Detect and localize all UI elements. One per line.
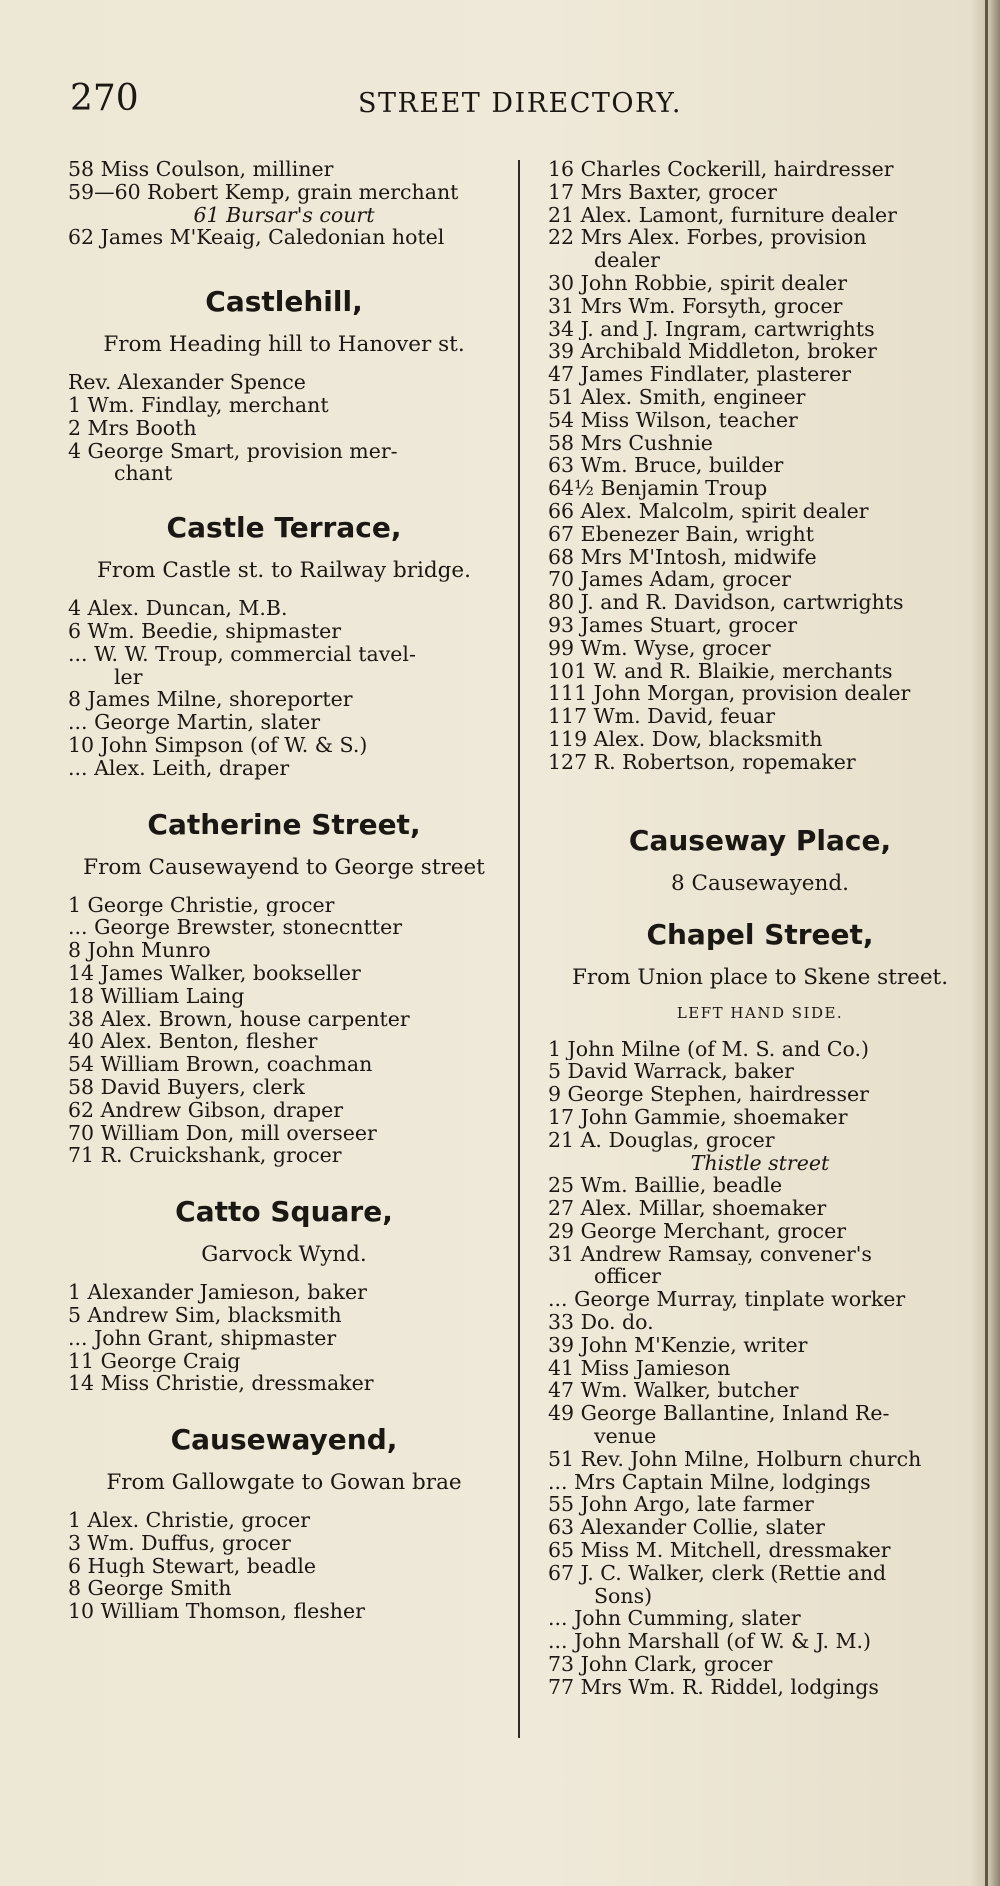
entry-line: 17 Mrs Baxter, grocer <box>548 180 777 204</box>
street-heading-catto-square: Catto Square, <box>175 1195 393 1229</box>
entry-line: 5 Andrew Sim, blacksmith <box>68 1303 342 1327</box>
entry-line: 51 Alex. Smith, engineer <box>548 385 806 409</box>
entry-line: ... Mrs Captain Milne, lodgings <box>548 1470 871 1494</box>
entry-line: 65 Miss M. Mitchell, dressmaker <box>548 1539 891 1562</box>
entry-line: 10 John Simpson (of W. & S.) <box>68 733 368 757</box>
court-note: 61 Bursar's court <box>193 203 375 227</box>
entry-line: 47 James Findlater, plasterer <box>548 363 852 386</box>
entry-continuation: chant <box>114 462 173 486</box>
entry-line: 31 Mrs Wm. Forsyth, grocer <box>548 294 843 318</box>
entry-line: 68 Mrs M'Intosh, midwife <box>548 545 817 569</box>
entry-line: 30 John Robbie, spirit dealer <box>548 271 848 295</box>
entry-line: 119 Alex. Dow, blacksmith <box>548 727 823 751</box>
entry-line: 8 John Munro <box>68 939 211 962</box>
entry-line: 9 George Stephen, hairdresser <box>548 1083 869 1106</box>
entry-line: 14 Miss Christie, dressmaker <box>68 1372 374 1396</box>
book-spine-edge <box>985 0 988 1886</box>
entry-line: 80 J. and R. Davidson, cartwrights <box>548 591 904 614</box>
entry-line: 54 William Brown, coachman <box>68 1053 373 1076</box>
entry-line: 6 Hugh Stewart, beadle <box>68 1554 317 1578</box>
entry-line: 1 Alexander Jamieson, baker <box>68 1281 367 1304</box>
entry-line: 62 James M'Keaig, Caledonian hotel <box>68 226 445 250</box>
entry-line: 111 John Morgan, provision dealer <box>548 682 911 706</box>
entry-line: 77 Mrs Wm. R. Riddel, lodgings <box>548 1675 879 1699</box>
street-heading-catherine: Catherine Street, <box>147 807 421 841</box>
entry-line: 117 Wm. David, feuar <box>548 705 776 728</box>
entry-line: 40 Alex. Benton, flesher <box>68 1030 318 1054</box>
entry-continuation: dealer <box>594 249 660 272</box>
entry-line: 3 Wm. Duffus, grocer <box>68 1531 291 1555</box>
entry-line: 64½ Benjamin Troup <box>548 477 768 500</box>
cross-street-note: Thistle street <box>690 1151 830 1175</box>
left-column <box>68 158 500 1623</box>
entry-line: 70 William Don, mill overseer <box>68 1121 377 1145</box>
street-description: From Castle st. to Railway bridge. <box>97 558 471 584</box>
entry-line: 10 William Thomson, flesher <box>68 1600 365 1624</box>
entry-line: 58 David Buyers, clerk <box>68 1075 305 1099</box>
entry-line: 101 W. and R. Blaikie, merchants <box>548 659 893 683</box>
entry-line: 4 Alex. Duncan, M.B. <box>68 597 288 620</box>
entry-line: 63 Alexander Collie, slater <box>548 1516 825 1540</box>
entry-line: 67 Ebenezer Bain, wright <box>548 522 814 546</box>
entry-line: 11 George Craig <box>68 1349 241 1373</box>
entry-line: ... John Marshall (of W. & J. M.) <box>548 1630 872 1654</box>
street-heading-causewayend: Causewayend, <box>170 1423 398 1457</box>
entry-line: 66 Alex. Malcolm, spirit dealer <box>548 499 869 523</box>
entry-line: 38 Alex. Brown, house carpenter <box>68 1007 410 1031</box>
entry-line: 16 Charles Cockerill, hairdresser <box>548 158 894 181</box>
entry-continuation: venue <box>594 1425 657 1448</box>
street-description: From Gallowgate to Gowan brae <box>106 1470 462 1496</box>
entry-line: ... George Murray, tinplate worker <box>548 1288 906 1312</box>
street-heading-castlehill: Castlehill, <box>205 285 363 319</box>
entry-line: ... John Cumming, slater <box>548 1607 801 1631</box>
entry-line: 39 John M'Kenzie, writer <box>548 1333 808 1357</box>
entry-line: 63 Wm. Bruce, builder <box>548 454 784 478</box>
entry-line: ... George Martin, slater <box>68 711 320 734</box>
entry-line: Rev. Alexander Spence <box>68 371 306 394</box>
entry-line: 59—60 Robert Kemp, grain merchant <box>68 180 459 204</box>
street-description: 8 Causewayend. <box>671 870 849 896</box>
entry-line: 62 Andrew Gibson, draper <box>68 1098 344 1122</box>
entry-line: 39 Archibald Middleton, broker <box>548 340 877 364</box>
entry-line: 8 James Milne, shoreporter <box>68 688 353 712</box>
entry-line: 33 Do. do. <box>548 1311 654 1334</box>
entry-line: 55 John Argo, late farmer <box>548 1493 814 1517</box>
entry-line: 127 R. Robertson, ropemaker <box>548 750 856 774</box>
entry-line: 49 George Ballantine, Inland Re- <box>548 1402 890 1426</box>
entry-line: 22 Mrs Alex. Forbes, provision <box>548 226 867 250</box>
entry-line: 58 Mrs Cushnie <box>548 431 713 455</box>
street-description: Garvock Wynd. <box>201 1242 367 1268</box>
entry-line: 8 George Smith <box>68 1577 232 1601</box>
entry-line: 21 Alex. Lamont, furniture dealer <box>548 203 897 227</box>
side-label: LEFT HAND SIDE. <box>676 1003 844 1022</box>
entry-line: 67 J. C. Walker, clerk (Rettie and <box>548 1561 887 1585</box>
street-description: From Heading hill to Hanover st. <box>103 332 465 358</box>
street-heading-causeway-place: Causeway Place, <box>628 823 892 857</box>
entry-line: 1 John Milne (of M. S. and Co.) <box>548 1037 870 1061</box>
street-description: From Union place to Skene street. <box>571 964 949 990</box>
entry-line: 99 Wm. Wyse, grocer <box>548 636 771 660</box>
entry-line: 5 David Warrack, baker <box>548 1060 794 1084</box>
street-heading-castle-terrace: Castle Terrace, <box>166 511 402 545</box>
street-heading-chapel: Chapel Street, <box>646 917 874 951</box>
entry-line: 18 William Laing <box>68 984 245 1008</box>
entry-line: 14 James Walker, bookseller <box>68 961 361 985</box>
entry-line: 2 Mrs Booth <box>68 416 197 440</box>
entry-line: 27 Alex. Millar, shoemaker <box>548 1197 827 1220</box>
entry-line: 93 James Stuart, grocer <box>548 613 798 637</box>
entry-line: ... Alex. Leith, draper <box>68 756 290 780</box>
entry-line: 34 J. and J. Ingram, cartwrights <box>548 317 875 341</box>
entry-continuation: officer <box>594 1265 661 1289</box>
column-divider <box>518 160 520 1738</box>
page-number: 270 <box>70 78 139 119</box>
entry-line: 41 Miss Jamieson <box>548 1356 731 1380</box>
running-head: STREET DIRECTORY. <box>358 88 682 119</box>
entry-continuation: ler <box>114 665 143 689</box>
entry-line: 31 Andrew Ramsay, convener's <box>548 1242 872 1266</box>
entry-line: 58 Miss Coulson, milliner <box>68 158 334 181</box>
entry-line: 71 R. Cruickshank, grocer <box>68 1144 342 1168</box>
entry-line: ... George Brewster, stonecntter <box>68 916 403 940</box>
street-description: From Causewayend to George street <box>83 854 485 880</box>
entry-line: 17 John Gammie, shoemaker <box>548 1105 848 1129</box>
entry-line: 47 Wm. Walker, butcher <box>548 1379 799 1403</box>
entry-continuation: Sons) <box>594 1584 653 1608</box>
entry-line: 51 Rev. John Milne, Holburn church <box>548 1447 922 1471</box>
entry-line: 6 Wm. Beedie, shipmaster <box>68 619 342 643</box>
entry-line: 73 John Clark, grocer <box>548 1653 773 1676</box>
entry-line: 1 Wm. Findlay, merchant <box>68 393 329 417</box>
entry-line: 21 A. Douglas, grocer <box>548 1128 775 1152</box>
entry-line: 70 James Adam, grocer <box>548 568 791 592</box>
entry-line: 4 George Smart, provision mer- <box>68 439 398 463</box>
right-column <box>548 158 972 1699</box>
entry-line: 1 Alex. Christie, grocer <box>68 1509 311 1532</box>
entry-line: ... John Grant, shipmaster <box>68 1326 337 1350</box>
entry-line: 29 George Merchant, grocer <box>548 1219 847 1243</box>
entry-line: ... W. W. Troup, commercial tavel- <box>68 642 416 666</box>
entry-line: 54 Miss Wilson, teacher <box>548 408 798 432</box>
entry-line: 25 Wm. Baillie, beadle <box>548 1174 783 1198</box>
entry-line: 1 George Christie, grocer <box>68 893 335 917</box>
